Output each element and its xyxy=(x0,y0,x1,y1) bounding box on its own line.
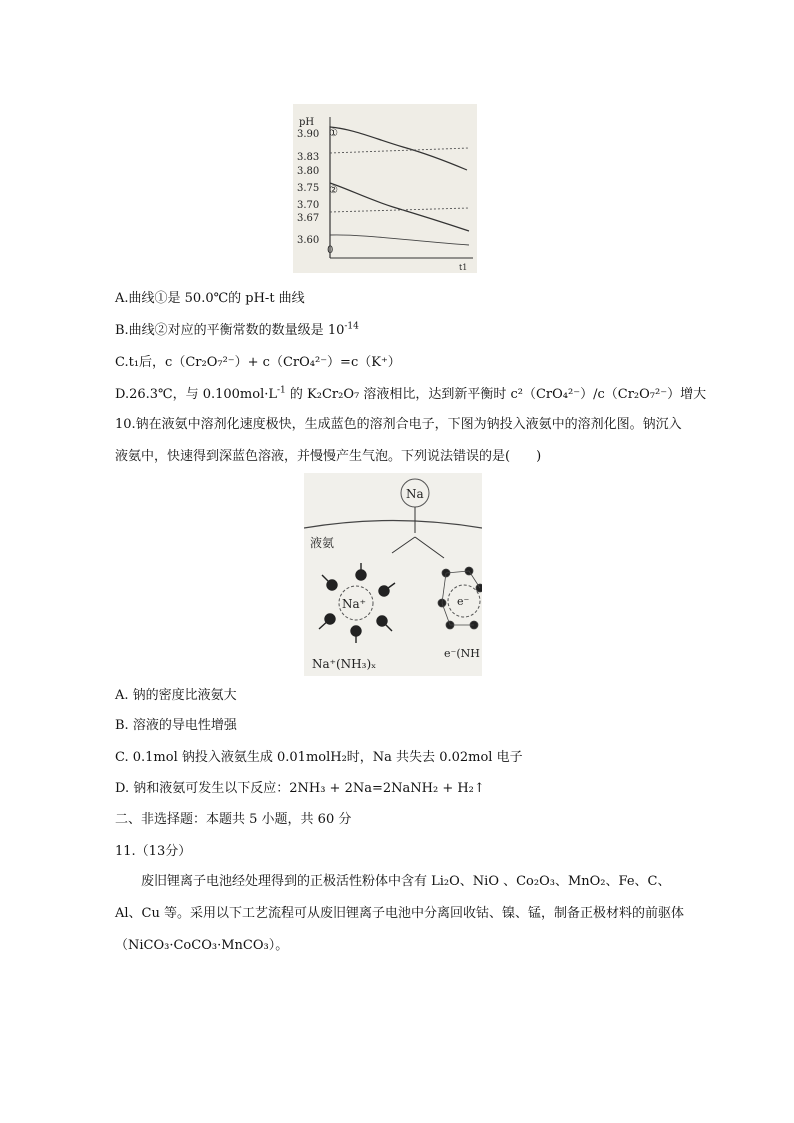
y-tick-label: 3.60 xyxy=(297,235,320,246)
ph-time-chart xyxy=(293,104,477,273)
q9-option-d xyxy=(115,386,706,404)
q10-option-a: A. 钠的密度比液氨大 xyxy=(115,688,237,703)
y-tick-label: 3.90 xyxy=(297,129,320,140)
q9-option-b xyxy=(115,322,359,340)
y-axis-label: pH xyxy=(299,117,315,128)
y-tick-label: 3.83 xyxy=(297,152,320,163)
ph-time-figure xyxy=(293,104,477,273)
q9-option-a: A.曲线①是 50.0℃的 pH-t 曲线 xyxy=(115,291,305,306)
x-tick-label: 0 xyxy=(327,245,334,256)
sodium-cation-label: Na⁺ xyxy=(342,597,366,611)
sodium-solvation-figure xyxy=(304,473,482,676)
solvated-electron-label: e⁻ xyxy=(457,595,470,608)
y-tick-label: 3.80 xyxy=(297,166,320,177)
curve-1-label: ① xyxy=(329,128,338,139)
q10-option-b: B. 溶液的导电性增强 xyxy=(115,718,237,733)
q10-stem: 10.钠在液氨中溶剂化速度极快，生成蓝色的溶剂合电子，下图为钠投入液氨中的溶剂化图。钠沉入液氨中，快速得到深蓝色溶液，并慢慢产生气泡。下列说法错误的是( ) xyxy=(115,417,682,464)
q9-option-b-exponent: -14 xyxy=(344,321,359,332)
sodium-solvation-diagram xyxy=(304,473,482,676)
y-tick-label: 3.70 xyxy=(297,200,320,211)
curve-2-label: ② xyxy=(329,185,338,196)
cation-formula-label: Na⁺(NH₃)ₓ xyxy=(312,657,377,671)
q9-option-d-text-2: 的 K₂Cr₂O₇ 溶液相比，达到新平衡时 c²（CrO₄²⁻）/c（Cr₂O₇²⁻）增大 xyxy=(285,387,707,402)
electron-formula-label: e⁻(NH xyxy=(444,647,480,660)
q10-option-d: D. 钠和液氨可发生以下反应：2NH₃ + 2Na=2NaNH₂ + H₂↑ xyxy=(115,781,485,796)
section-heading: 二、非选择题：本题共 5 小题，共 60 分 xyxy=(115,812,352,827)
q9-option-c: C.t₁后，c（Cr₂O₇²⁻）+ c（CrO₄²⁻）=c（K⁺） xyxy=(115,355,401,370)
q11-body: 废旧锂离子电池经处理得到的正极活性粉体中含有 Li₂O、NiO 、Co₂O₃、MnO₂、Fe、C、Al、Cu 等。采用以下工艺流程可从废旧锂离子电池中分离回收钴、镍、锰，制备正极材料的前驱体（NiCO₃·CoCO₃·MnCO₃）。 xyxy=(115,874,684,953)
liquid-ammonia-label: 液氨 xyxy=(310,536,335,550)
q10-option-c: C. 0.1mol 钠投入液氨生成 0.01molH₂时，Na 共失去 0.02mol 电子 xyxy=(115,750,523,765)
q11-number: 11.（13分） xyxy=(115,844,192,859)
q9-option-d-exponent: -1 xyxy=(277,385,286,396)
q9-option-d-text: D.26.3℃，与 0.100mol·L xyxy=(115,387,278,402)
y-tick-label: 3.67 xyxy=(297,213,320,224)
q9-option-b-text: B.曲线②对应的平衡常数的数量级是 10 xyxy=(115,323,345,338)
y-tick-label: 3.75 xyxy=(297,183,320,194)
x-tick-label: t1 xyxy=(459,263,468,272)
sodium-label: Na xyxy=(406,487,424,501)
